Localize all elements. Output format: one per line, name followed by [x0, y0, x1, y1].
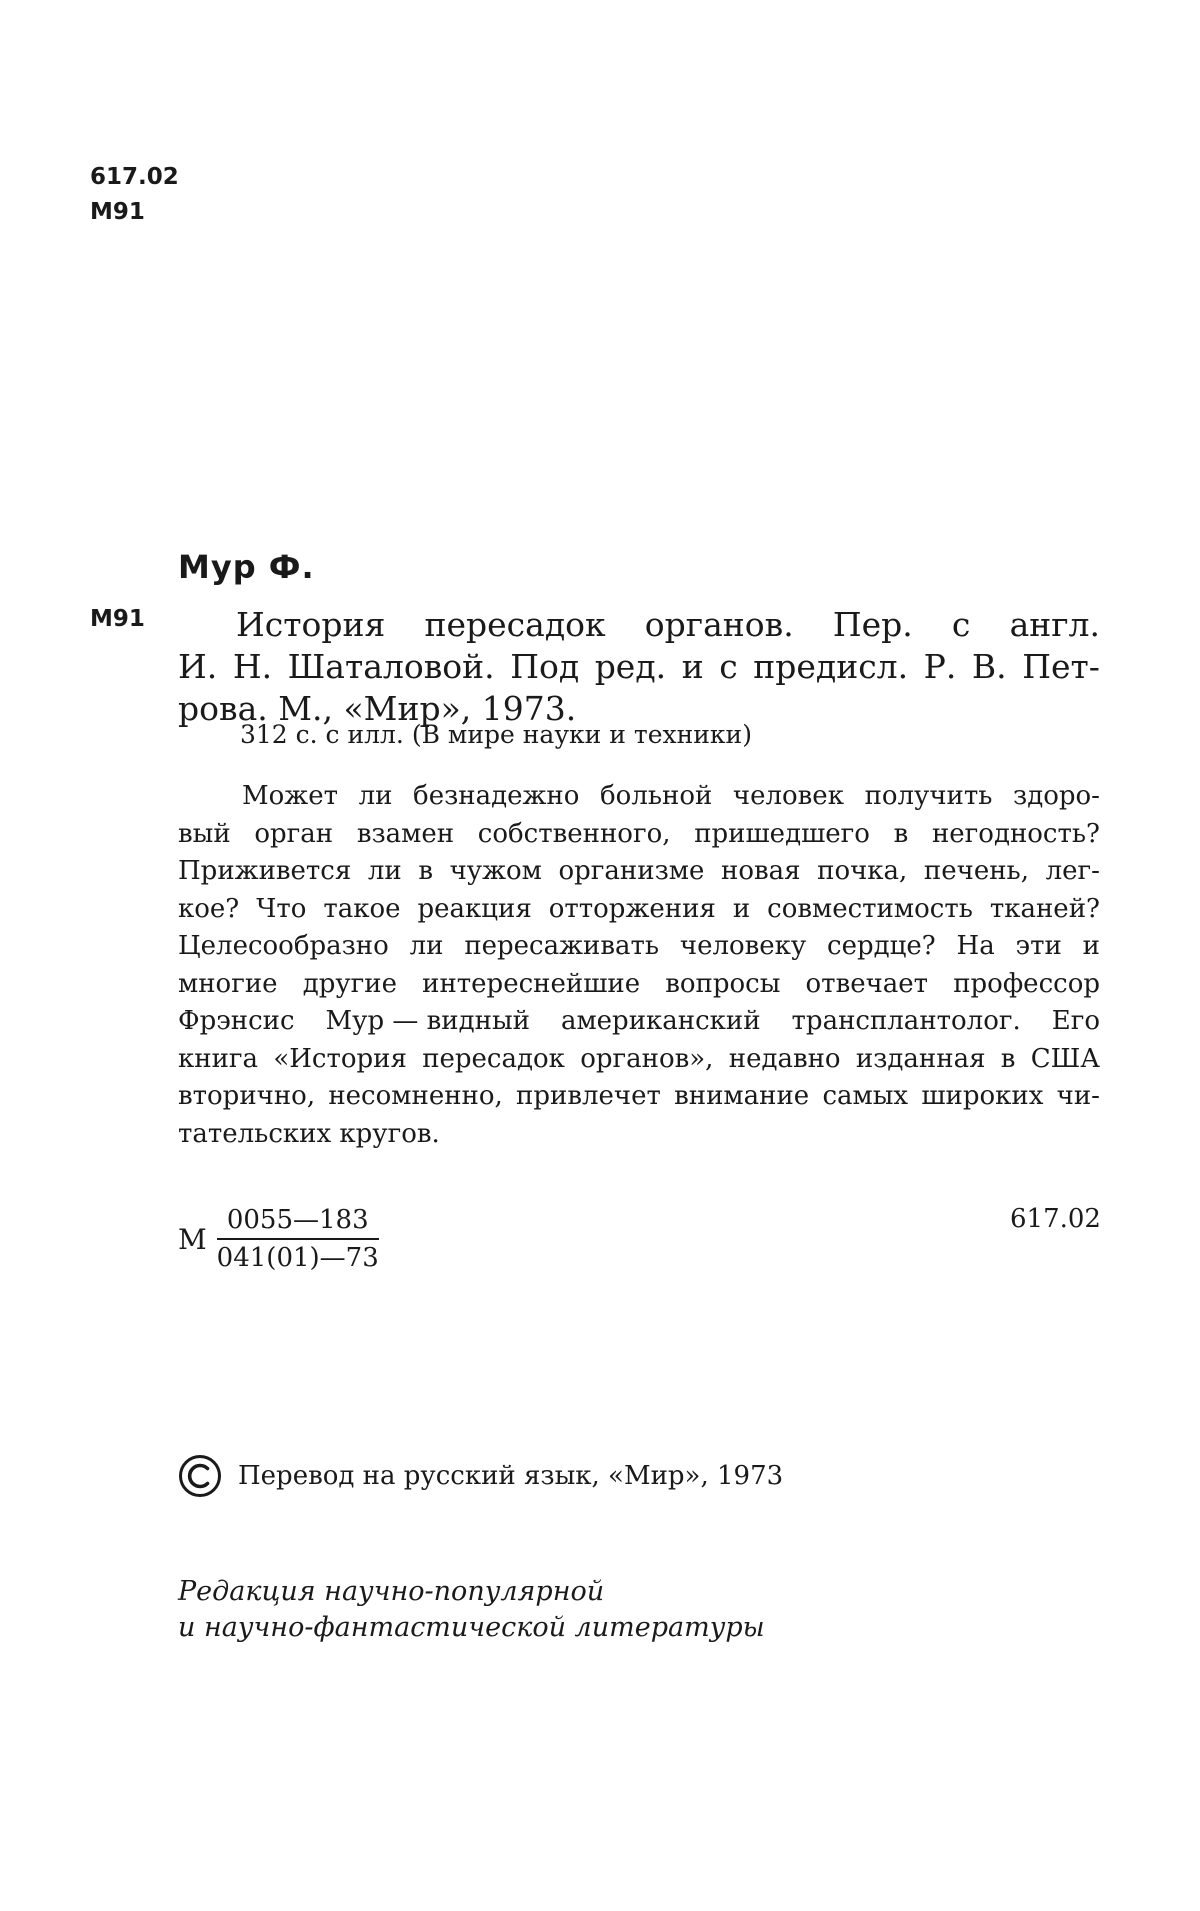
word: безнадежно — [413, 781, 580, 811]
annotation-line — [178, 891, 1100, 929]
word: вторично, — [178, 1081, 316, 1111]
word: пересадок — [422, 1043, 565, 1074]
biblio-line: рова. М., «Мир», 1973. — [178, 689, 577, 728]
word: ли — [367, 856, 402, 886]
word: «История — [273, 1043, 407, 1074]
word: трансплантолог. — [791, 1006, 1021, 1036]
word: вопросы — [665, 968, 781, 999]
word: почка, — [817, 856, 908, 886]
word: получить — [864, 781, 993, 811]
word: реакция — [417, 893, 532, 924]
word: отвечает — [805, 968, 929, 999]
author-heading: Мур Ф. — [178, 548, 315, 586]
word: отторжения — [548, 893, 716, 924]
word: книга — [178, 1043, 259, 1074]
word: и — [732, 893, 751, 924]
word: привлечет — [516, 1081, 661, 1111]
editorial-line: Редакция научно-популярной — [178, 1576, 605, 1607]
word: с — [951, 605, 971, 644]
word: новая — [720, 856, 801, 886]
word: Пет- — [1022, 647, 1100, 686]
word: Мур — видный — [325, 1006, 530, 1036]
word: предисл. — [753, 647, 909, 686]
code-fraction — [215, 1204, 381, 1274]
word: человек — [732, 781, 844, 811]
word: Его — [1051, 1006, 1100, 1036]
editorial-department — [178, 1574, 765, 1646]
publisher-code — [178, 1204, 381, 1274]
word: многие — [178, 968, 278, 999]
word: в — [418, 856, 433, 886]
word: американский — [560, 1006, 761, 1036]
udc-code-top — [90, 160, 179, 230]
word: в — [893, 818, 909, 849]
word: лег- — [1045, 856, 1100, 886]
word: США — [1030, 1043, 1100, 1074]
word: другие — [302, 968, 397, 999]
word: Шаталовой. — [287, 647, 495, 686]
annotation-line — [178, 1003, 1100, 1041]
word: внимание — [674, 1081, 810, 1111]
annotation-line — [178, 1041, 1100, 1079]
word: Что — [256, 893, 307, 924]
word: Р. — [923, 647, 957, 686]
author-mark-side: М91 — [90, 606, 145, 632]
word: кое? — [178, 893, 240, 924]
word: и — [1082, 931, 1100, 961]
pages-info: 312 с. с илл. (В мире науки и техники) — [240, 720, 752, 749]
annotation-line — [178, 853, 1100, 891]
word: сердце? — [827, 931, 936, 961]
word: На — [956, 931, 995, 961]
word: ли — [358, 781, 393, 811]
word: органов», — [580, 1043, 714, 1074]
udc-number: 617.02 — [90, 164, 179, 190]
word: эти — [1015, 931, 1062, 961]
annotation-line — [178, 1078, 1100, 1116]
annotation-line — [178, 966, 1100, 1004]
word: собственного, — [477, 818, 671, 849]
code-numerator: 0055—183 — [217, 1204, 379, 1240]
udc-code-right: 617.02 — [1010, 1204, 1101, 1234]
word: пересадок — [424, 605, 606, 644]
word: в — [1000, 1043, 1016, 1074]
word: англ. — [1009, 605, 1100, 644]
word: и — [681, 647, 704, 686]
word: чужом — [449, 856, 542, 886]
word: чи- — [1056, 1081, 1100, 1111]
author-mark: М91 — [90, 199, 145, 225]
annotation-line — [178, 928, 1100, 966]
word: органов. — [644, 605, 794, 644]
annotation-line: тательских кругов. — [178, 1118, 440, 1149]
word: здоро- — [1013, 781, 1100, 811]
word: В. — [971, 647, 1007, 686]
copyright-notice — [178, 1454, 783, 1498]
biblio-line — [178, 604, 1100, 646]
word: Пер. — [832, 605, 913, 644]
word: орган — [254, 818, 334, 849]
word: человеку — [679, 931, 807, 961]
word: Приживется — [178, 856, 352, 886]
biblio-line — [178, 646, 1100, 688]
word: История — [236, 605, 386, 644]
copyright-icon — [178, 1454, 222, 1498]
word: И. — [178, 647, 218, 686]
word: самых — [822, 1081, 909, 1111]
word: Н. — [232, 647, 273, 686]
word: организме — [558, 856, 705, 886]
annotation-line — [178, 816, 1100, 854]
copyright-text: Перевод на русский язык, «Мир», 1973 — [238, 1461, 784, 1491]
annotation — [178, 778, 1100, 1153]
word: ли — [409, 931, 444, 961]
code-letter: М — [178, 1222, 207, 1256]
word: печень, — [923, 856, 1029, 886]
word: Под — [510, 647, 580, 686]
word: профессор — [953, 968, 1100, 999]
word: вый — [178, 818, 231, 849]
word: пересаживать — [464, 931, 660, 961]
word: широких — [921, 1081, 1044, 1111]
word: изданная — [855, 1043, 986, 1074]
word: тканей? — [989, 893, 1100, 924]
word: Может — [242, 781, 338, 811]
word: такое — [323, 893, 401, 924]
word: больной — [600, 781, 713, 811]
word: с — [719, 647, 738, 686]
word: интереснейшие — [422, 968, 641, 999]
word: Целесообразно — [178, 931, 389, 961]
word: пришедшего — [694, 818, 870, 849]
word: негодность? — [931, 818, 1100, 849]
word: несомненно, — [328, 1081, 503, 1111]
word: недавно — [728, 1043, 841, 1074]
annotation-line — [178, 778, 1100, 816]
bibliographic-description — [178, 604, 1100, 730]
editorial-line: и научно-фантастической литературы — [178, 1612, 765, 1643]
word: ред. — [594, 647, 667, 686]
word: совместимость — [767, 893, 973, 924]
word: Фрэнсис — [178, 1006, 295, 1036]
word: взамен — [356, 818, 455, 849]
code-denominator: 041(01)—73 — [216, 1243, 379, 1273]
